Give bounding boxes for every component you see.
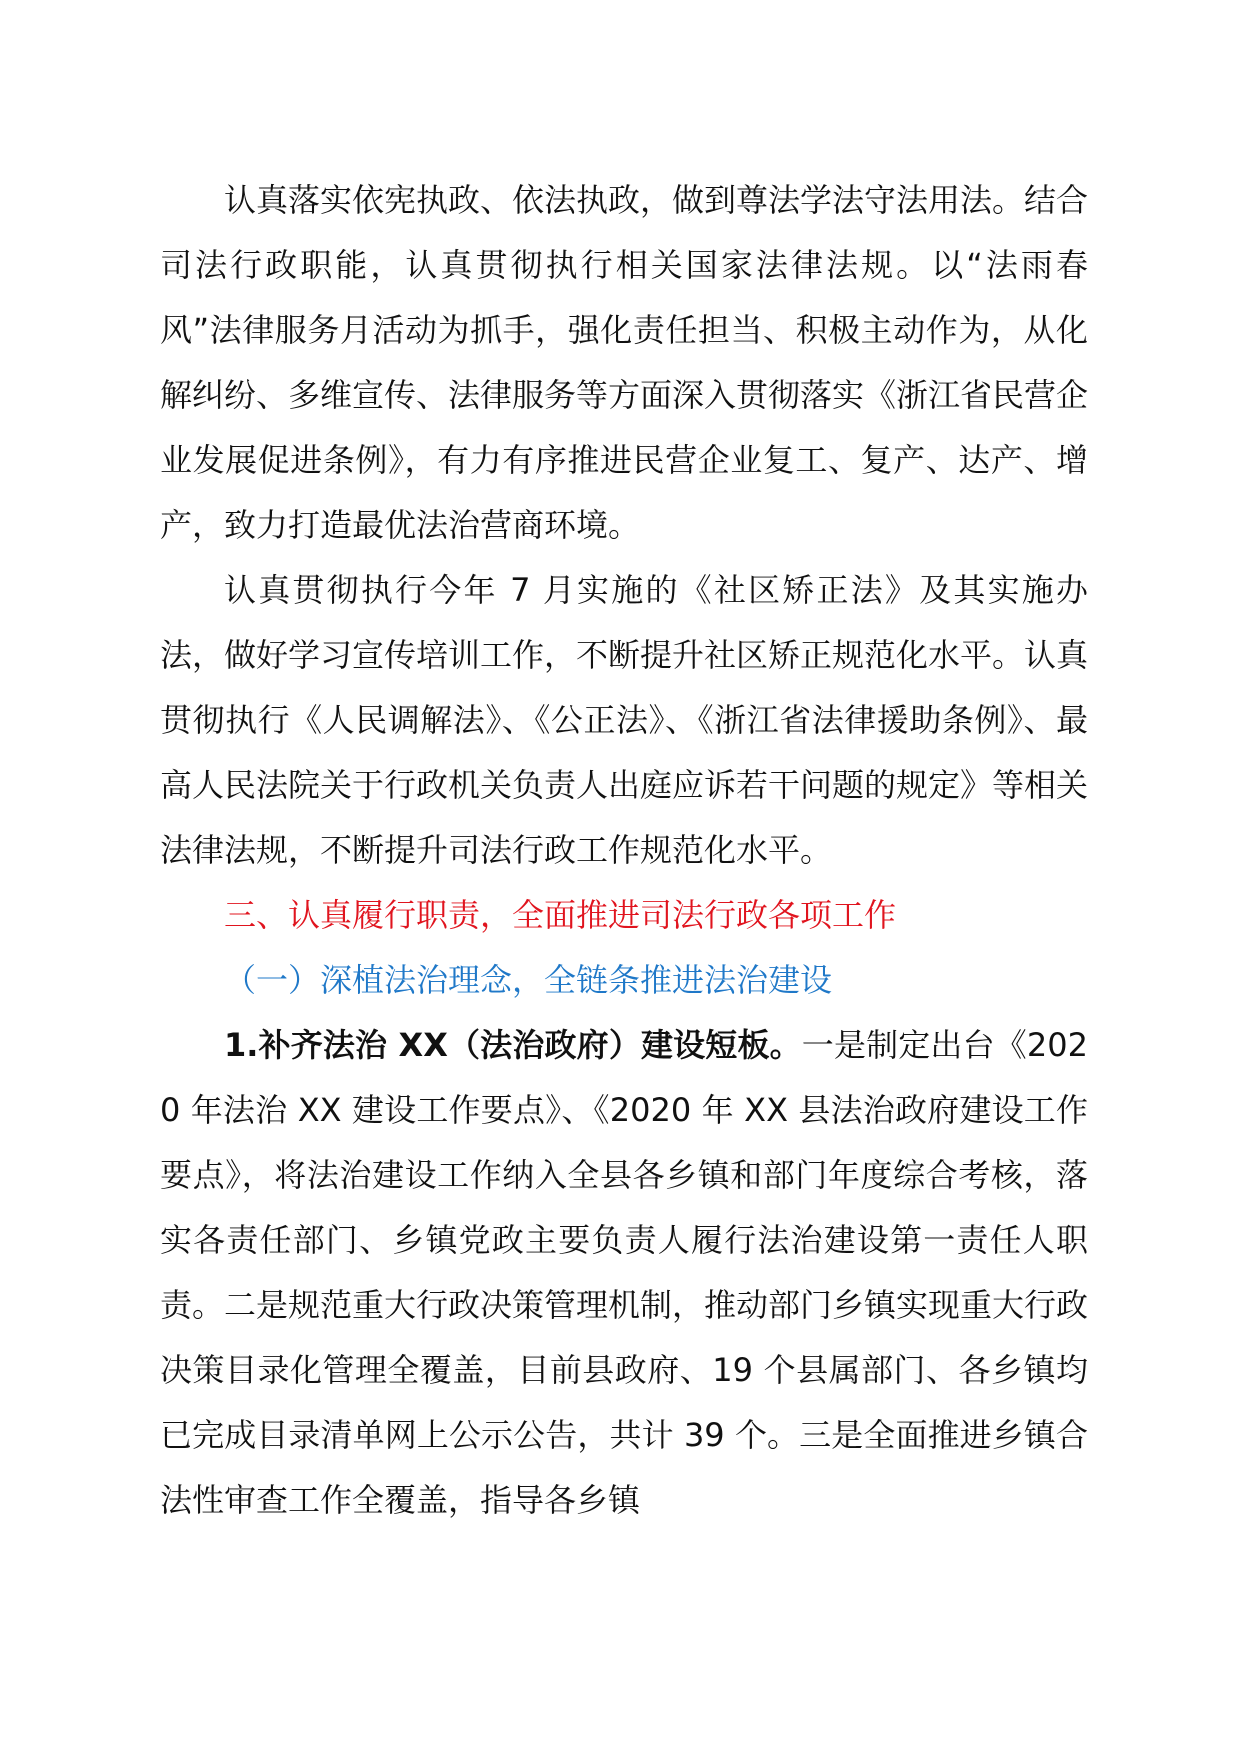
document-page: [160, 168, 1088, 1533]
paragraph-rule-of-law-implementation: 认真落实依宪执政、依法执政，做到尊法学法守法用法。结合司法行政职能，认真贯彻执行相关国家法律法规。以“法雨春风”法律服务月活动为抓手，强化责任担当、积极主动作为，从化解纠纷、多维宣传、法律服务等方面深入贯彻落实《浙江省民营企业发展促进条例》，有力有序推进民营企业复工、复产、达产、增产，致力打造最优法治营商环境。: [160, 181, 1089, 544]
item-1-paragraph: [160, 1013, 1088, 1533]
paragraph-community-correction-law: 认真贯彻执行今年 7 月实施的《社区矫正法》及其实施办法，做好学习宣传培训工作，不断提升社区矫正规范化水平。认真贯彻执行《人民调解法》、《公正法》、《浙江省法律援助条例》、最高人民法院关于行政机关负责人出庭应诉若干问题的规定》等相关法律法规，不断提升司法行政工作规范化水平。: [160, 571, 1089, 869]
item-1-title: 1.补齐法治 XX（法治政府）建设短板。: [224, 1026, 802, 1064]
item-1-body: 一是制定出台《2020 年法治 XX 建设工作要点》、《2020 年 XX 县法治政府建设工作要点》，将法治建设工作纳入全县各乡镇和部门年度综合考核，落实各责任部门、乡镇党政主要负责人履行法治建设第一责任人职责。二是规范重大行政决策管理机制，推动部门乡镇实现重大行政决策目录化管理全覆盖，目前县政府、19 个县属部门、各乡镇均已完成目录清单网上公示公告，共计 39 个。三是全面推进乡镇合法性审查工作全覆盖，指导各乡镇: [160, 1026, 1089, 1519]
section-heading: 三、认真履行职责，全面推进司法行政各项工作: [224, 896, 897, 934]
subsection-heading: （一）深植法治理念，全链条推进法治建设: [224, 961, 833, 999]
